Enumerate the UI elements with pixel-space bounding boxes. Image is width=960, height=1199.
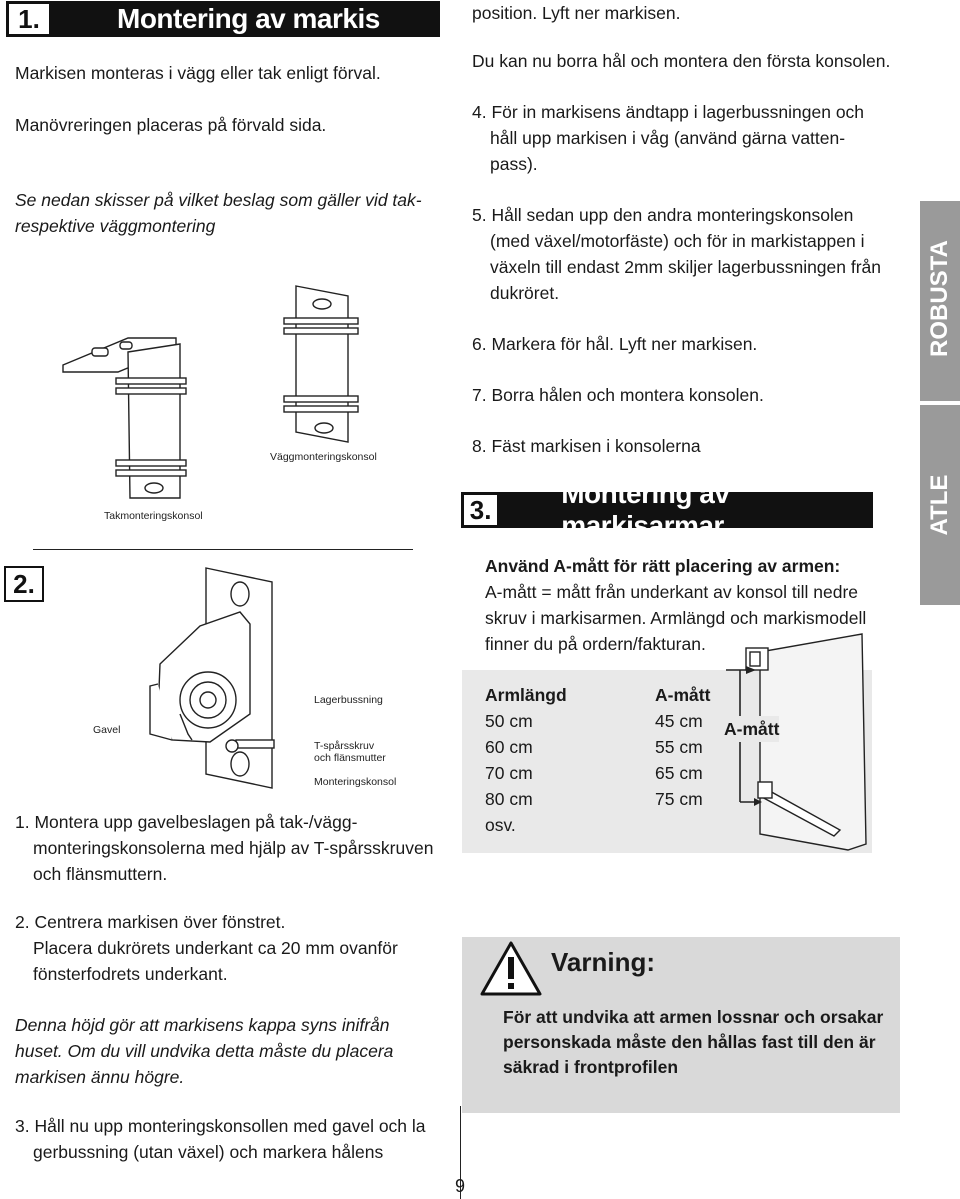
step-3-line2: gerbussning (utan växel) och markera hålens <box>33 1142 384 1162</box>
table-header-a-measure: A-mått <box>655 685 711 705</box>
side-tab-robusta-label: ROBUSTA <box>926 240 953 357</box>
step-2-line3: fönsterfodrets underkant. <box>33 964 228 984</box>
step-5-line1: 5. Håll sedan upp den andra monteringskonsolen <box>472 205 854 225</box>
table-row <box>485 760 533 786</box>
row-a-measure: 55 cm <box>655 737 703 757</box>
step-3-line1: 3. Håll nu upp monteringskonsollen med gavel och la <box>15 1116 426 1136</box>
warning-title: Varning: <box>551 947 656 977</box>
table-row <box>485 708 533 734</box>
page-number: 9 <box>455 1176 466 1196</box>
table-row <box>485 786 533 812</box>
row-arm-length: 60 cm <box>485 737 533 757</box>
step-5 <box>472 202 881 306</box>
label-t-slot-screw <box>314 740 386 764</box>
step-4-line2: håll upp markisen i våg (använd gärna vatten- <box>490 128 846 148</box>
table-row <box>485 734 533 760</box>
label-ceiling-bracket: Takmonteringskonsol <box>104 510 203 522</box>
step-5-line2: (med växel/motorfäste) och för in markistappen i <box>490 231 865 251</box>
row-a-measure: 65 cm <box>655 763 703 783</box>
section2-number: 2. <box>4 566 44 602</box>
continued-text-1: position. Lyft ner markisen. <box>472 3 681 23</box>
row-a-measure: 75 cm <box>655 789 703 809</box>
table-row <box>655 734 703 760</box>
label-gable: Gavel <box>93 724 121 736</box>
diagram-a-measure-label: A-mått <box>724 716 779 742</box>
row-a-measure: 45 cm <box>655 711 703 731</box>
step-3 <box>15 1113 426 1165</box>
step-1-line3: och flänsmuttern. <box>33 864 168 884</box>
warning-text-line2: personskada måste den hållas fast till den är <box>503 1032 876 1052</box>
warning-text-line1: För att undvika att armen lossnar och orsakar <box>503 1007 884 1027</box>
warning-box <box>462 937 900 1113</box>
section3-intro-line3: skruv i markisarmen. Armlängd och markismodell <box>485 608 867 628</box>
table-row <box>655 760 703 786</box>
step-2-line1: 2. Centrera markisen över fönstret. <box>15 912 286 932</box>
step-2 <box>15 909 398 987</box>
section1-paragraph-3-line1: Se nedan skisser på vilket beslag som gäller vid tak- <box>15 190 422 210</box>
section3-header <box>461 478 873 541</box>
step-5-line3: växeln till endast 2mm skiljer lagerbussningen från <box>490 257 882 277</box>
section1-paragraph-3 <box>15 187 422 239</box>
label-wall-bracket: Väggmonteringskonsol <box>270 451 377 463</box>
label-mounting-bracket: Monteringskonsol <box>314 776 397 788</box>
step-4-line1: 4. För in markisens ändtapp i lagerbussningen och <box>472 102 865 122</box>
step-1-line1: 1. Montera upp gavelbeslagen på tak-/vägg- <box>15 812 358 832</box>
step-1 <box>15 809 433 887</box>
section1-paragraph-1: Markisen monteras i vägg eller tak enligt förval. <box>15 63 381 83</box>
side-tab-atle-label: ATLE <box>926 474 953 536</box>
warning-text-line3: säkrad i frontprofilen <box>503 1057 679 1077</box>
side-tab-robusta <box>920 201 960 401</box>
section1-paragraph-2: Manövreringen placeras på förvald sida. <box>15 115 327 135</box>
step-2-line2: Placera dukrörets underkant ca 20 mm ovanför <box>33 938 398 958</box>
awning-arm-diagram <box>700 634 872 854</box>
row-arm-length: 80 cm <box>485 789 533 809</box>
section1-paragraph-3-line2: respektive väggmontering <box>15 216 216 236</box>
warning-icon <box>480 941 542 997</box>
section3-title: Montering av markisarmar <box>561 478 730 541</box>
row-arm-length: 50 cm <box>485 711 533 731</box>
height-note <box>15 1012 393 1090</box>
step-5-line4: dukröret. <box>490 283 560 303</box>
section-divider <box>33 549 413 550</box>
step-8: 8. Fäst markisen i konsolerna <box>472 436 701 456</box>
gable-assembly-drawing <box>140 564 300 794</box>
section1-number: 1. <box>7 2 51 36</box>
height-note-line1: Denna höjd gör att markisens kappa syns inifrån <box>15 1015 390 1035</box>
step-4 <box>472 99 864 177</box>
step-6: 6. Markera för hål. Lyft ner markisen. <box>472 334 758 354</box>
step-7: 7. Borra hålen och montera konsolen. <box>472 385 764 405</box>
row-arm-length: osv. <box>485 815 516 835</box>
table-row <box>655 786 703 812</box>
label-bearing-bushing: Lagerbussning <box>314 694 383 706</box>
wall-bracket-drawing <box>282 284 362 444</box>
section3-intro-bold: Använd A-mått för rätt placering av armen: <box>485 556 841 576</box>
section3-intro-line4: finner du på ordern/fakturan. <box>485 634 706 654</box>
ceiling-bracket-drawing <box>58 330 188 510</box>
step-4-line3: pass). <box>490 154 538 174</box>
table-row <box>485 812 516 838</box>
height-note-line3: markisen ännu högre. <box>15 1067 185 1087</box>
label-t-slot-screw-line1: T-spårsskruv <box>314 740 375 752</box>
height-note-line2: huset. Om du vill undvika detta måste du placera <box>15 1041 394 1061</box>
table-row <box>655 708 703 734</box>
label-t-slot-screw-line2: och flänsmutter <box>314 752 386 764</box>
table-header-arm-length: Armlängd <box>485 685 567 705</box>
continued-text-2: Du kan nu borra hål och montera den första konsolen. <box>472 51 891 71</box>
section3-number: 3. <box>462 493 499 527</box>
warning-text <box>503 1005 883 1080</box>
section1-header <box>6 1 440 37</box>
section3-intro-line2: A-mått = mått från underkant av konsol till nedre <box>485 582 859 602</box>
section1-title: Montering av markis <box>117 3 380 34</box>
side-tab-atle <box>920 405 960 605</box>
step-1-line2: monteringskonsolerna med hjälp av T-spårsskruven <box>33 838 434 858</box>
row-arm-length: 70 cm <box>485 763 533 783</box>
